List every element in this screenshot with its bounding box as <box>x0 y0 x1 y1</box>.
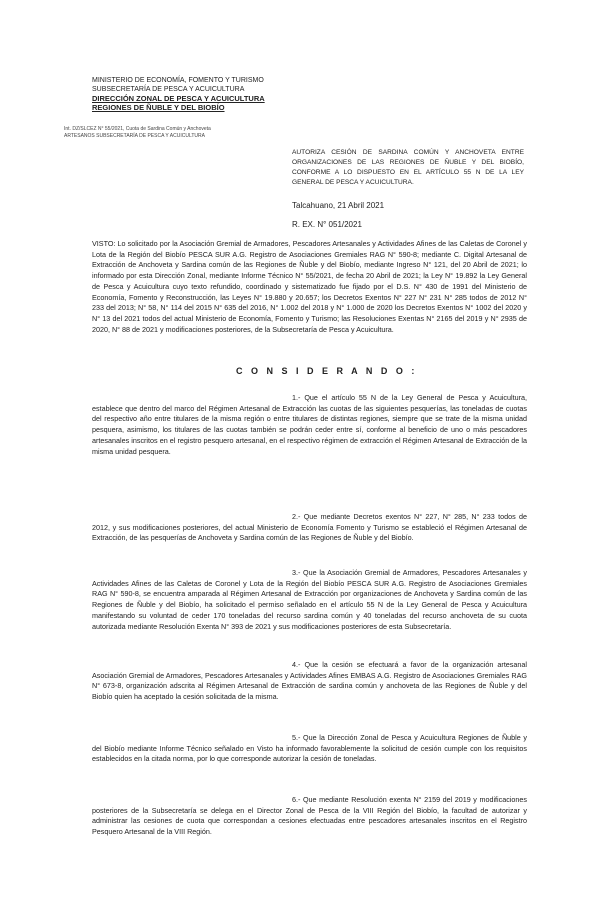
considerando-paragraph-2: 2.- Que mediante Decretos exentos N° 227, N° 285, N° 233 todos de 2012, y sus modificaciones posteriores, del actual Ministerio de Economía Fomento y Turismo se estableció el Régimen Artesanal de Extracción, de las pesquerías de Anchoveta y Sardina común de las Regiones de Ñuble y del Biobío. <box>92 512 527 543</box>
considerando-paragraph-6: 6.- Que mediante Resolución exenta N° 2159 del 2019 y modificaciones posteriores de la Subsecretaría se delega en el Director Zonal de Pesca de la VIII Región del Biobío, la facultad de autorizar y administrar las cesiones de cuota que correspondan a cesiones efectuadas entre pescadores artesanales inscritos en el Registro Pesquero Artesanal de la VIII Región. <box>92 795 527 837</box>
resolution-title: AUTORIZA CESIÓN DE SARDINA COMÚN Y ANCHOVETA ENTRE ORGANIZACIONES DE LAS REGIONES DE ÑUBLE Y DEL BIOBÍO, CONFORME A LO DISPUESTO EN EL ARTÍCULO 55 N DE LA LEY GENERAL DE PESCA Y ACUICULTURA. <box>292 149 524 186</box>
subsecretariat-line: SUBSECRETARÍA DE PESCA Y ACUICULTURA <box>92 86 245 93</box>
considerando-heading: C O N S I D E R A N D O : <box>236 366 418 376</box>
letterhead <box>92 76 322 112</box>
considerando-paragraph-1: 1.- Que el artículo 55 N de la Ley General de Pesca y Acuicultura, establece que dentro del marco del Régimen Artesanal de Extracción las cuotas de las siguientes pesquerías, las toneladas de cuotas del respectivo año entre titulares de la misma región o entre titulares de distintas regiones, siempre que se trate de la misma unidad pesquera, asimismo, los titulares de las cuotas también se podrán ceder entre sí, conforme al beneficio de uno o más pescadores artesanales inscritos en el registro pesquero artesanal, en el respectivo régimen de extracción el Régimen Artesanal de Extracción de la misma unidad pesquera. <box>92 393 527 456</box>
considerando-paragraph-5: 5.- Que la Dirección Zonal de Pesca y Acuicultura Regiones de Ñuble y del Biobío mediante Informe Técnico señalado en Visto ha informado favorablemente la solicitud de cesión cumple con los requisitos establecidos en la citada norma, por lo que corresponde autorizar la cesión de toneladas. <box>92 733 527 764</box>
reference-note <box>64 126 304 140</box>
ministry-line: MINISTERIO DE ECONOMÍA, FOMENTO Y TURISMO <box>92 77 264 84</box>
reference-line-2: ARTESANOS SUBSECRETARÍA DE PESCA Y ACUICULTURA <box>64 133 205 139</box>
regions-line: REGIONES DE ÑUBLE Y DEL BIOBÍO <box>92 103 225 112</box>
reference-line-1: Int. DZ/SLCEZ N° 55/2021, Cuota de Sardina Común y Anchoveta <box>64 126 211 132</box>
resolution-date: Talcahuano, 21 Abril 2021 <box>292 201 385 210</box>
zonal-directorate-line: DIRECCIÓN ZONAL DE PESCA Y ACUICULTURA <box>92 94 265 103</box>
considerando-paragraph-3: 3.- Que la Asociación Gremial de Armadores, Pescadores Artesanales y Actividades Afines de las Caletas de Coronel y Lota de la Región del Biobío PESCA SUR A.G. Registro de Asociaciones Gremiales RAG N° 590-8, se encuentra amparada al Régimen Artesanal de Extracción por organizaciones de Anchoveta y Sardina común de las Regiones de Ñuble y del Biobío, ha solicitado el permiso señalado en el artículo 55 N de la Ley General de Pesca y Acuicultura manifestando su voluntad de ceder 170 toneladas del recurso sardina común y 40 toneladas del recurso anchoveta de su cuota autorizada mediante Resolución Exenta N° 393 de 2021 y sus modificaciones posteriores de esta Subsecretaría. <box>92 568 527 631</box>
visto-paragraph: VISTO: Lo solicitado por la Asociación Gremial de Armadores, Pescadores Artesanales y Actividades Afines de las Caletas de Coronel y Lota de la Región del Biobío PESCA SUR A.G. Registro de Asociaciones Gremiales RAG N° 590-8; mediante C. Digital Artesanal de Extracción de Anchoveta y Sardina común de las Regiones de Ñuble y del Biobío, mediante Ingreso N° 121, del 20 Abril de 2021; lo informado por esta Dirección Zonal, mediante Informe Técnico N° 55/2021, de fecha 20 Abril de 2021; la Ley N° 19.892 la Ley General de Pesca y Acuicultura cuyo texto refundido, coordinado y sistematizado fue fijado por el D.S. N° 430 de 1991 del Ministerio de Economía, Fomento y Reconstrucción, las Leyes N° 19.880 y 20.657; los Decretos Exentos N° 227 N° 231 N° 285 todos de 2012 N° 233 del 2013; N° 58, N° 114 del 2015 N° 635 del 2016, N° 1.002 del 2018 y N° 1.000 de 2020 los Decretos Exentos N° 1002 del 2020 y N° 13 del 2021 todos del actual Ministerio de Economía, Fomento y Turismo; las Resoluciones Exentas N° 2165 del 2019 y N° 2935 de 2020, N° 88 de 2021 y modificaciones posteriores, de la Subsecretaría de Pesca y Acuicultura. <box>92 239 527 334</box>
resolution-number: R. EX. N° 051/2021 <box>292 220 362 229</box>
considerando-paragraph-4: 4.- Que la cesión se efectuará a favor de la organización artesanal Asociación Gremial de Armadores, Pescadores Artesanales y Actividades Afines EMBAS A.G. Registro de Asociaciones Gremiales RAG N° 673-8, organización adscrita al Régimen Artesanal de Extracción de sardina común y anchoveta de las Regiones de Ñuble y del Biobío quien ha aceptado la cesión solicitada de la misma. <box>92 660 527 702</box>
